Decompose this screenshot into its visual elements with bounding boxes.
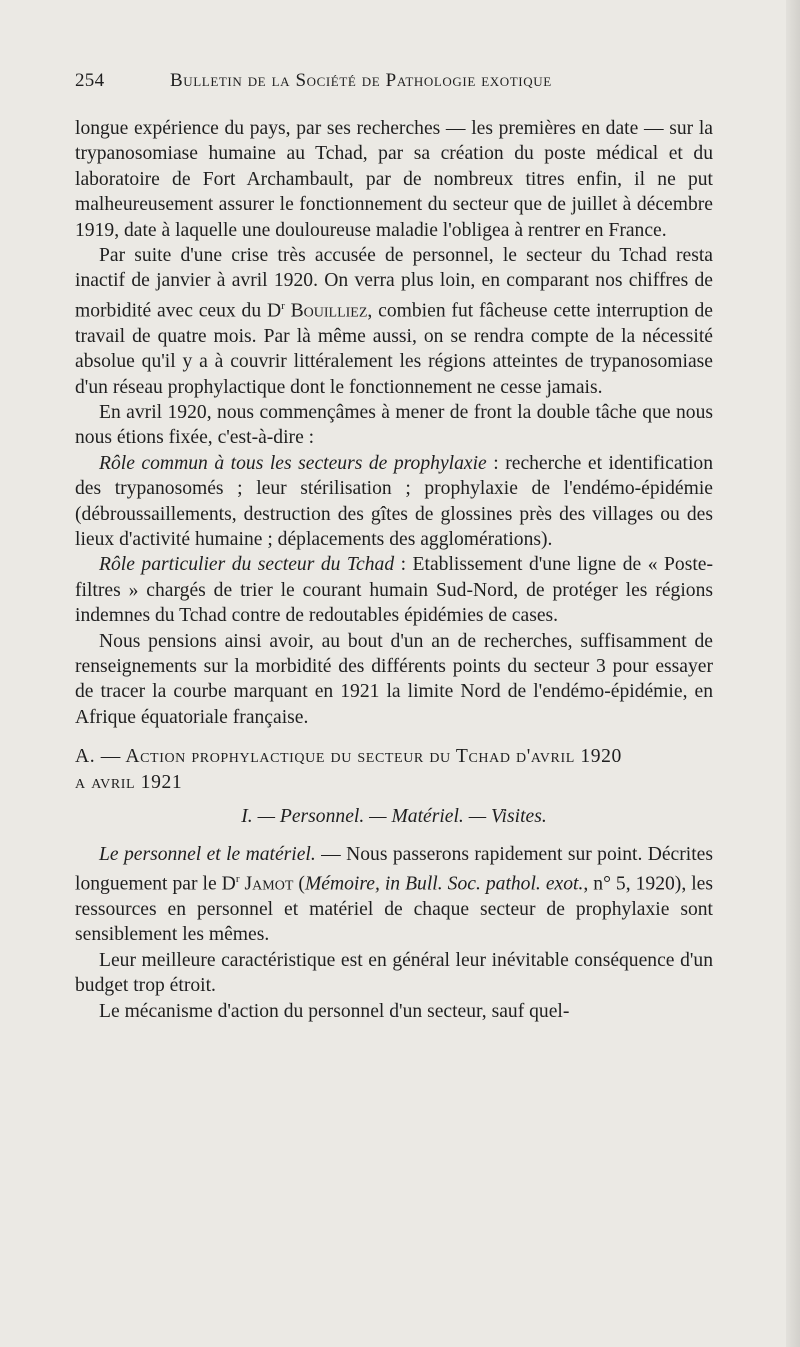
paragraph-2 xyxy=(75,243,713,400)
page-edge xyxy=(786,0,800,1347)
paragraph-4-text: : recherche et identification des trypanosomés ; leur stérilisation ; prophylaxie de l'endémo-épidémie (débroussaillements, destruction des gîtes de glossines près des villages ou des lieux d'activité humaine ; déplacements des agglomérations). xyxy=(75,452,713,551)
paragraph-9: Le mécanisme d'action du personnel d'un secteur, sauf quel- xyxy=(99,1000,570,1022)
doctor-superscript: r xyxy=(281,299,285,312)
paragraph-6: Nous pensions ainsi avoir, au bout d'un an de recherches, suffisamment de renseignements sur la morbidité des différents points du secteur 3 pour essayer de tracer la courbe marquant en 1921 la limite Nord de l'endémo-épidémie, en Afrique équatoriale française. xyxy=(75,630,713,728)
paragraph-1: longue expérience du pays, par ses recherches — les premières en date — sur la trypanosomiase humaine au Tchad, par sa création du poste médical et du laboratoire de Fort Archambault, par de nombreux titres enfin, il ne put malheureusement assurer le fonctionnement du secteur que de juillet à décembre 1919, date à laquelle une douloureuse maladie l'obligea à rentrer en France. xyxy=(75,118,713,241)
paragraph-7-text-b: ( xyxy=(293,873,305,895)
paragraph-8: Leur meilleure caractéristique est en général leur inévitable conséquence d'un budget trop étroit. xyxy=(75,949,713,997)
paragraph-2-text-a: Par suite d'une crise très accusée de personnel, le secteur du Tchad resta inactif de janvier à avril 1920. On verra plus loin, en comparant nos chiffres de morbidité avec ceux du D xyxy=(75,245,713,322)
section-heading-line2: a avril 1921 xyxy=(75,772,183,794)
running-title: Bulletin de la Société de Pathologie exotique xyxy=(170,70,552,91)
paragraph-5 xyxy=(75,552,713,628)
body-text xyxy=(75,116,713,1024)
subheading: I. — Personnel. — Matériel. — Visites. xyxy=(241,806,547,828)
paragraph-7 xyxy=(75,842,713,948)
doctor-superscript-2: r xyxy=(235,873,240,886)
paragraph-7-text-c: , n° 5, 1920), les ressources en personnel et matériel de chaque secteur de prophylaxie sont sensiblement les mêmes. xyxy=(75,873,714,946)
reference-citation: Mémoire, in Bull. Soc. pathol. exot. xyxy=(304,873,584,895)
page-number: 254 xyxy=(75,70,105,91)
paragraph-3: En avril 1920, nous commençâmes à mener de front la double tâche que nous nous étions fixée, c'est-à-dire : xyxy=(75,402,713,449)
section-heading-line1: A. — Action prophylactique du secteur du Tchad d'avril 1920 xyxy=(75,746,622,768)
paragraph-5-lead: Rôle particulier du secteur du Tchad xyxy=(99,554,395,576)
author-name-jamot: Jamot xyxy=(244,873,294,895)
section-heading xyxy=(75,744,713,796)
paragraph-5-text: : Etablissement d'une ligne de « Poste-filtres » chargés de trier le courant humain Sud-Nord, de protéger les régions indemnes du Tchad contre de redoutables épidémies de cases. xyxy=(75,554,713,627)
paragraph-2-text-b: , combien fut fâcheuse cette interruption de travail de quatre mois. Par là même aussi, on se rendra compte de la nécessité absolue qu'il y a à couvrir littéralement les régions atteintes de trypanosomiase d'un réseau prophylactique dont le fonctionnement ne cesse jamais. xyxy=(75,300,713,398)
paragraph-7-text-a: — Nous passerons rapidement sur point. Décrites longuement par le D xyxy=(75,843,713,895)
paragraph-4-lead: Rôle commun à tous les secteurs de prophylaxie xyxy=(99,452,487,474)
paragraph-4 xyxy=(75,451,713,553)
author-name-bouilliez: Bouilliez xyxy=(290,300,368,322)
paragraph-7-lead: Le personnel et le matériel. xyxy=(99,843,316,865)
